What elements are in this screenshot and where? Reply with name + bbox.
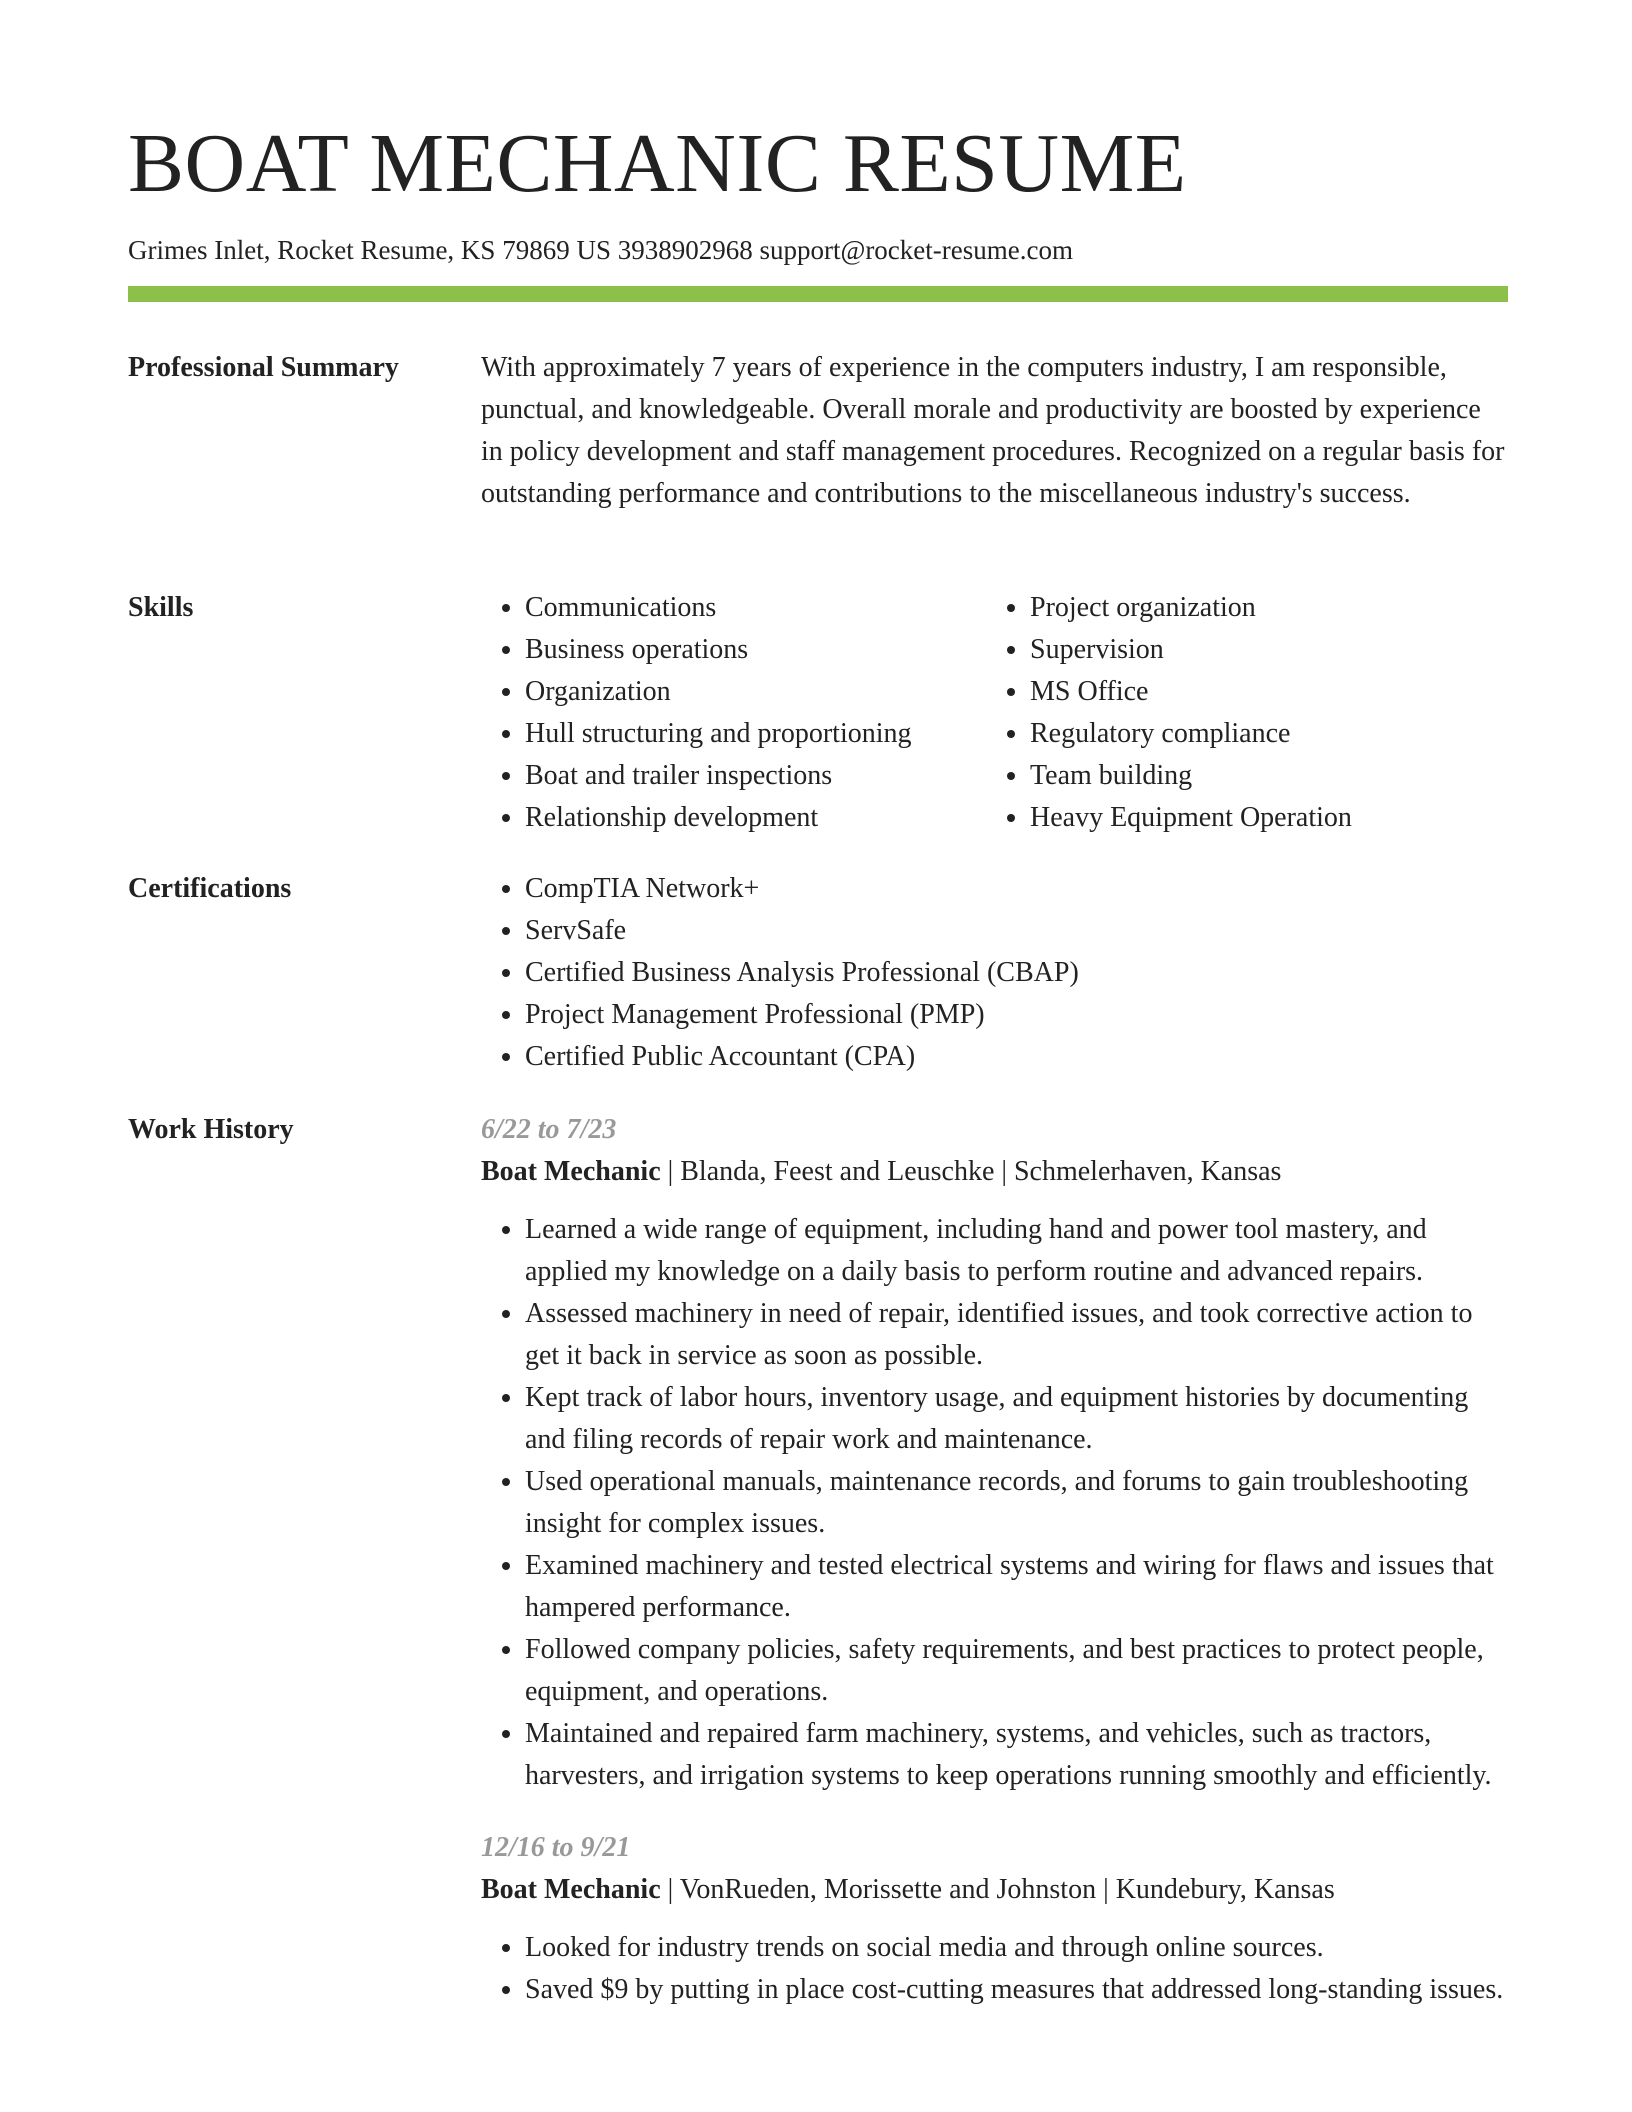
skill-item: • Boat and trailer inspections	[525, 755, 1030, 797]
job-title: Boat Mechanic	[481, 1156, 661, 1187]
job-title: Boat Mechanic	[481, 1874, 661, 1905]
certification-item: • Certified Business Analysis Professional (CBAP)	[525, 952, 1508, 994]
job-dates: 12/16 to 9/21	[481, 1832, 631, 1863]
job-entry	[481, 1109, 1508, 1797]
skills-column-2	[986, 587, 1552, 839]
job-dates: 6/22 to 7/23	[481, 1114, 617, 1145]
header-divider	[128, 286, 1508, 302]
certification-item: • Project Management Professional (PMP)	[525, 994, 1508, 1036]
certifications-label: Certifications	[128, 873, 292, 904]
job-employer-location: | VonRueden, Morissette and Johnston | Kundebury, Kansas	[660, 1874, 1335, 1905]
job-duty: • Used operational manuals, maintenance records, and forums to gain troubleshooting insight for complex issues.	[525, 1461, 1508, 1545]
summary-body	[481, 347, 1508, 515]
skill-item: • Organization	[525, 671, 1030, 713]
contact-line: Grimes Inlet, Rocket Resume, KS 79869 US 3938902968 support@rocket-resume.com	[128, 235, 1073, 265]
skill-item: • Heavy Equipment Operation	[1030, 797, 1552, 839]
job-entry	[481, 1827, 1508, 2011]
certification-item: • CompTIA Network+	[525, 868, 1508, 910]
certification-item: • ServSafe	[525, 910, 1508, 952]
skill-item: • Business operations	[525, 629, 1030, 671]
summary-text: With approximately 7 years of experience in the computers industry, I am responsible, punctual, and knowledgeable. Overall morale and productivity are boosted by experience in policy development and staff management procedures. Recognized on a regular basis for outstanding performance and contributions to the miscellaneous industry's success.	[481, 352, 1505, 509]
summary-label: Professional Summary	[128, 352, 399, 383]
job-duty: • Examined machinery and tested electrical systems and wiring for flaws and issues that hampered performance.	[525, 1545, 1508, 1629]
work-history-label: Work History	[128, 1114, 294, 1145]
skill-item: • MS Office	[1030, 671, 1552, 713]
skill-item: • Hull structuring and proportioning	[525, 713, 1030, 755]
skill-item: • Relationship development	[525, 797, 1030, 839]
job-duty: • Kept track of labor hours, inventory usage, and equipment histories by documenting and filing records of repair work and maintenance.	[525, 1377, 1508, 1461]
skill-item: • Supervision	[1030, 629, 1552, 671]
skills-column-1	[481, 587, 1030, 839]
resume-title: BOAT MECHANIC RESUME	[128, 117, 1187, 210]
skills-body	[481, 587, 1508, 839]
job-heading	[481, 1869, 1508, 1911]
skill-item: • Team building	[1030, 755, 1552, 797]
job-duties-list	[481, 1927, 1508, 2011]
certifications-body	[481, 868, 1508, 1078]
skills-label: Skills	[128, 592, 194, 623]
skill-item: • Regulatory compliance	[1030, 713, 1552, 755]
job-heading	[481, 1151, 1508, 1193]
skill-item: • Communications	[525, 587, 1030, 629]
skill-item: • Project organization	[1030, 587, 1552, 629]
work-history-body	[481, 1109, 1508, 2041]
job-duty: • Looked for industry trends on social media and through online sources.	[525, 1927, 1508, 1969]
job-duty: • Maintained and repaired farm machinery, systems, and vehicles, such as tractors, harvesters, and irrigation systems to keep operations running smoothly and efficiently.	[525, 1713, 1508, 1797]
certifications-list	[481, 868, 1508, 1078]
job-employer-location: | Blanda, Feest and Leuschke | Schmelerhaven, Kansas	[660, 1156, 1282, 1187]
job-duty: • Saved $9 by putting in place cost-cutting measures that addressed long-standing issues.	[525, 1969, 1508, 2011]
job-duties-list	[481, 1209, 1508, 1797]
certification-item: • Certified Public Accountant (CPA)	[525, 1036, 1508, 1078]
job-duty: • Assessed machinery in need of repair, identified issues, and took corrective action to get it back in service as soon as possible.	[525, 1293, 1508, 1377]
job-duty: • Followed company policies, safety requirements, and best practices to protect people, equipment, and operations.	[525, 1629, 1508, 1713]
job-duty: • Learned a wide range of equipment, including hand and power tool mastery, and applied my knowledge on a daily basis to perform routine and advanced repairs.	[525, 1209, 1508, 1293]
skills-columns	[481, 587, 1508, 839]
